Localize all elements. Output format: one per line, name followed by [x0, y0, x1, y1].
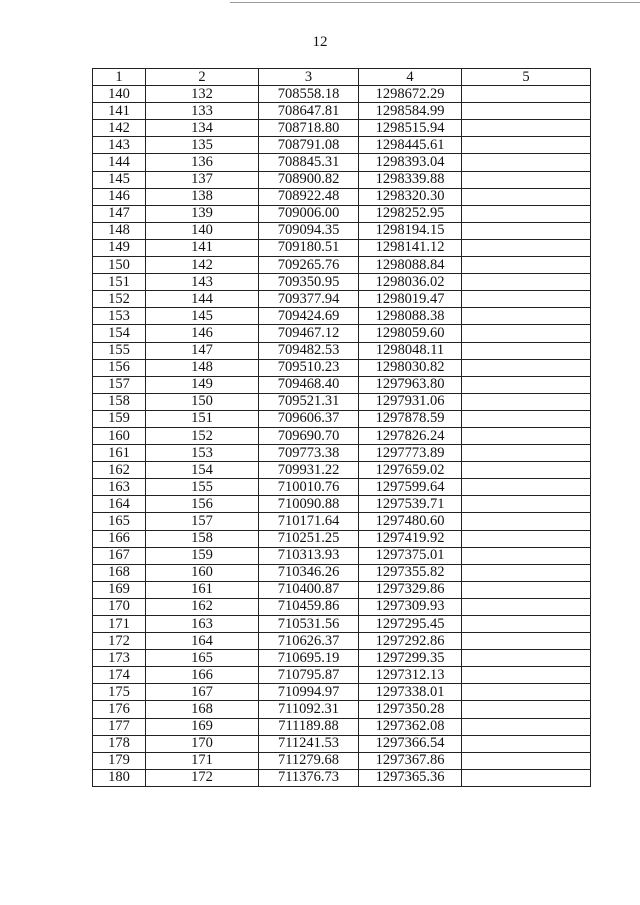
table-row: [93, 325, 591, 342]
table-cell: 167: [93, 547, 146, 564]
table-cell: 1297309.93: [359, 598, 462, 615]
table-cell: [462, 274, 591, 291]
table-cell: 156: [93, 359, 146, 376]
table-cell: 709690.70: [259, 427, 359, 444]
table-cell: 710313.93: [259, 547, 359, 564]
table-cell: 1298019.47: [359, 291, 462, 308]
column-header: 5: [462, 69, 591, 86]
table-cell: 709180.51: [259, 239, 359, 256]
table-cell: [462, 752, 591, 769]
table-cell: 136: [146, 154, 259, 171]
table-cell: 1297329.86: [359, 581, 462, 598]
table-cell: 173: [93, 650, 146, 667]
table-header: [93, 69, 591, 86]
table-cell: 709931.22: [259, 462, 359, 479]
table-cell: [462, 718, 591, 735]
table-cell: 140: [146, 222, 259, 239]
table-cell: 149: [146, 376, 259, 393]
table-row: [93, 684, 591, 701]
table-cell: [462, 462, 591, 479]
table-cell: [462, 222, 591, 239]
table-row: [93, 735, 591, 752]
table-cell: 1297419.92: [359, 530, 462, 547]
table-cell: 710459.86: [259, 598, 359, 615]
table-row: [93, 376, 591, 393]
table-cell: [462, 735, 591, 752]
table-cell: 141: [93, 103, 146, 120]
table-cell: 160: [146, 564, 259, 581]
table-row: [93, 650, 591, 667]
table-cell: 1297362.08: [359, 718, 462, 735]
table-cell: [462, 667, 591, 684]
table-cell: [462, 393, 591, 410]
table-cell: [462, 650, 591, 667]
table-cell: 169: [146, 718, 259, 735]
table-cell: 165: [146, 650, 259, 667]
table-cell: 164: [93, 496, 146, 513]
table-cell: 160: [93, 427, 146, 444]
table-cell: 161: [146, 581, 259, 598]
table-cell: 1298320.30: [359, 188, 462, 205]
table-cell: [462, 410, 591, 427]
table-cell: 152: [93, 291, 146, 308]
table-cell: 161: [93, 445, 146, 462]
table-row: [93, 445, 591, 462]
table-cell: [462, 171, 591, 188]
table-cell: 168: [93, 564, 146, 581]
table-cell: 134: [146, 120, 259, 137]
table-row: [93, 137, 591, 154]
table-row: [93, 188, 591, 205]
table-cell: [462, 359, 591, 376]
table-cell: 708922.48: [259, 188, 359, 205]
table-cell: [462, 137, 591, 154]
table-cell: 146: [93, 188, 146, 205]
table-cell: 145: [93, 171, 146, 188]
table-cell: 708718.80: [259, 120, 359, 137]
table-cell: 1298584.99: [359, 103, 462, 120]
table-cell: 174: [93, 667, 146, 684]
table-cell: 1297295.45: [359, 616, 462, 633]
table-cell: 137: [146, 171, 259, 188]
table-row: [93, 274, 591, 291]
table-cell: 140: [93, 86, 146, 103]
table-row: [93, 154, 591, 171]
table-cell: 162: [146, 598, 259, 615]
table-cell: 709773.38: [259, 445, 359, 462]
table-row: [93, 701, 591, 718]
table-cell: 1298393.04: [359, 154, 462, 171]
table-cell: 163: [93, 479, 146, 496]
table-cell: 1297292.86: [359, 633, 462, 650]
table-cell: [462, 701, 591, 718]
table-cell: [462, 496, 591, 513]
table-cell: 708845.31: [259, 154, 359, 171]
table-cell: 711279.68: [259, 752, 359, 769]
table-row: [93, 616, 591, 633]
table-cell: 710171.64: [259, 513, 359, 530]
table-cell: [462, 154, 591, 171]
table-cell: 156: [146, 496, 259, 513]
table-cell: [462, 616, 591, 633]
table-cell: [462, 308, 591, 325]
table-cell: 144: [93, 154, 146, 171]
table-row: [93, 530, 591, 547]
table-cell: 710346.26: [259, 564, 359, 581]
page-number: 12: [312, 34, 328, 50]
table-cell: 710531.56: [259, 616, 359, 633]
table-row: [93, 581, 591, 598]
table-cell: 711241.53: [259, 735, 359, 752]
table-row: [93, 239, 591, 256]
column-header: 2: [146, 69, 259, 86]
table-row: [93, 752, 591, 769]
table-cell: 1297539.71: [359, 496, 462, 513]
table-cell: 135: [146, 137, 259, 154]
table-cell: 143: [146, 274, 259, 291]
table-cell: [462, 598, 591, 615]
table-cell: 710090.88: [259, 496, 359, 513]
column-header: 1: [93, 69, 146, 86]
table-cell: 710626.37: [259, 633, 359, 650]
table-cell: 1298036.02: [359, 274, 462, 291]
table-cell: 1298030.82: [359, 359, 462, 376]
table-cell: 1297367.86: [359, 752, 462, 769]
table-row: [93, 257, 591, 274]
table-cell: 710400.87: [259, 581, 359, 598]
table-cell: [462, 291, 591, 308]
table-cell: 158: [93, 393, 146, 410]
table-cell: 153: [146, 445, 259, 462]
table-row: [93, 410, 591, 427]
table-cell: 157: [93, 376, 146, 393]
table-cell: 1298088.38: [359, 308, 462, 325]
column-header: 4: [359, 69, 462, 86]
table-cell: [462, 239, 591, 256]
table-row: [93, 308, 591, 325]
table-cell: 709424.69: [259, 308, 359, 325]
table-cell: 143: [93, 137, 146, 154]
table-cell: [462, 205, 591, 222]
table-cell: 1297366.54: [359, 735, 462, 752]
table-row: [93, 342, 591, 359]
table-cell: 710795.87: [259, 667, 359, 684]
table-cell: 1297299.35: [359, 650, 462, 667]
table-cell: [462, 530, 591, 547]
table-cell: 708791.08: [259, 137, 359, 154]
table-cell: 141: [146, 239, 259, 256]
table-row: [93, 103, 591, 120]
table-row: [93, 633, 591, 650]
table-cell: 177: [93, 718, 146, 735]
table-cell: 709521.31: [259, 393, 359, 410]
table-cell: 169: [93, 581, 146, 598]
table-cell: 1297659.02: [359, 462, 462, 479]
table-cell: [462, 633, 591, 650]
table-row: [93, 496, 591, 513]
table-cell: [462, 547, 591, 564]
table-cell: 155: [146, 479, 259, 496]
table-cell: 709468.40: [259, 376, 359, 393]
table-cell: 166: [146, 667, 259, 684]
table-cell: 142: [93, 120, 146, 137]
table-cell: 179: [93, 752, 146, 769]
table-cell: 1297931.06: [359, 393, 462, 410]
table-cell: 175: [93, 684, 146, 701]
table-cell: [462, 120, 591, 137]
table-cell: 709510.23: [259, 359, 359, 376]
table-cell: 157: [146, 513, 259, 530]
table-cell: 166: [93, 530, 146, 547]
column-header: 3: [259, 69, 359, 86]
table-cell: 159: [146, 547, 259, 564]
table-cell: 150: [93, 257, 146, 274]
table-cell: 133: [146, 103, 259, 120]
table-cell: 151: [146, 410, 259, 427]
table-cell: 1297350.28: [359, 701, 462, 718]
table-cell: 1298515.94: [359, 120, 462, 137]
table-cell: 711189.88: [259, 718, 359, 735]
table-cell: 168: [146, 701, 259, 718]
table-cell: [462, 427, 591, 444]
table-cell: 162: [93, 462, 146, 479]
table-row: [93, 513, 591, 530]
table-cell: 1297599.64: [359, 479, 462, 496]
table-cell: [462, 103, 591, 120]
table-cell: 709606.37: [259, 410, 359, 427]
table-cell: 710695.19: [259, 650, 359, 667]
table-cell: 1297338.01: [359, 684, 462, 701]
table-cell: 149: [93, 239, 146, 256]
table-row: [93, 769, 591, 786]
table-cell: 1297355.82: [359, 564, 462, 581]
table-row: [93, 462, 591, 479]
table-cell: [462, 479, 591, 496]
table-cell: 150: [146, 393, 259, 410]
table-cell: 1298445.61: [359, 137, 462, 154]
table-cell: 708558.18: [259, 86, 359, 103]
table-row: [93, 718, 591, 735]
table-cell: 709377.94: [259, 291, 359, 308]
table-cell: [462, 376, 591, 393]
table-cell: [462, 564, 591, 581]
table-row: [93, 222, 591, 239]
table-row: [93, 564, 591, 581]
table-cell: [462, 581, 591, 598]
table-row: [93, 479, 591, 496]
table-cell: 139: [146, 205, 259, 222]
table-cell: 170: [93, 598, 146, 615]
table-cell: 1298672.29: [359, 86, 462, 103]
table-row: [93, 359, 591, 376]
table-cell: 1298048.11: [359, 342, 462, 359]
table-cell: 709467.12: [259, 325, 359, 342]
table-cell: 1297878.59: [359, 410, 462, 427]
table-cell: 148: [93, 222, 146, 239]
table-cell: 1297375.01: [359, 547, 462, 564]
table-cell: 165: [93, 513, 146, 530]
table-cell: 164: [146, 633, 259, 650]
table-cell: 154: [93, 325, 146, 342]
table-cell: 147: [146, 342, 259, 359]
table-cell: 1297480.60: [359, 513, 462, 530]
coordinates-table: [92, 68, 591, 787]
table-cell: 708900.82: [259, 171, 359, 188]
table-cell: [462, 769, 591, 786]
table-cell: 146: [146, 325, 259, 342]
table-cell: 1298194.15: [359, 222, 462, 239]
table-cell: 1298141.12: [359, 239, 462, 256]
table-cell: 138: [146, 188, 259, 205]
table-cell: 151: [93, 274, 146, 291]
table-row: [93, 171, 591, 188]
table-row: [93, 667, 591, 684]
table-cell: 163: [146, 616, 259, 633]
table-cell: [462, 342, 591, 359]
table-cell: 709094.35: [259, 222, 359, 239]
table-cell: 709350.95: [259, 274, 359, 291]
table-cell: [462, 445, 591, 462]
table-cell: [462, 684, 591, 701]
table-cell: 709265.76: [259, 257, 359, 274]
table-cell: 148: [146, 359, 259, 376]
table-cell: 152: [146, 427, 259, 444]
table-cell: 167: [146, 684, 259, 701]
table-row: [93, 547, 591, 564]
table-cell: 710010.76: [259, 479, 359, 496]
table-cell: 144: [146, 291, 259, 308]
table-cell: 142: [146, 257, 259, 274]
table-cell: 711376.73: [259, 769, 359, 786]
table-cell: 172: [146, 769, 259, 786]
table-row: [93, 598, 591, 615]
table-cell: 170: [146, 735, 259, 752]
table-cell: 154: [146, 462, 259, 479]
table-cell: 172: [93, 633, 146, 650]
table-cell: 708647.81: [259, 103, 359, 120]
table-cell: 171: [93, 616, 146, 633]
table-cell: 1297963.80: [359, 376, 462, 393]
table-cell: [462, 513, 591, 530]
table-cell: 176: [93, 701, 146, 718]
table-row: [93, 427, 591, 444]
table-cell: 147: [93, 205, 146, 222]
table-cell: 710994.97: [259, 684, 359, 701]
table-cell: 1298339.88: [359, 171, 462, 188]
table-cell: 159: [93, 410, 146, 427]
table-cell: 153: [93, 308, 146, 325]
table-cell: 178: [93, 735, 146, 752]
table-cell: 145: [146, 308, 259, 325]
header-row: [93, 69, 591, 86]
table-cell: [462, 257, 591, 274]
table-row: [93, 393, 591, 410]
table-row: [93, 86, 591, 103]
table-cell: 132: [146, 86, 259, 103]
table-cell: [462, 188, 591, 205]
table-cell: 171: [146, 752, 259, 769]
table-cell: [462, 325, 591, 342]
table-row: [93, 205, 591, 222]
table-cell: 1298252.95: [359, 205, 462, 222]
table-cell: 711092.31: [259, 701, 359, 718]
table-cell: 1297365.36: [359, 769, 462, 786]
table-cell: 710251.25: [259, 530, 359, 547]
table-row: [93, 291, 591, 308]
top-rule: [230, 2, 640, 3]
table-cell: 180: [93, 769, 146, 786]
table-cell: 1297773.89: [359, 445, 462, 462]
table-cell: 1298088.84: [359, 257, 462, 274]
table-row: [93, 120, 591, 137]
table-cell: 158: [146, 530, 259, 547]
table-cell: [462, 86, 591, 103]
table-cell: 709482.53: [259, 342, 359, 359]
table-cell: 709006.00: [259, 205, 359, 222]
table-cell: 155: [93, 342, 146, 359]
table-cell: 1298059.60: [359, 325, 462, 342]
table-cell: 1297312.13: [359, 667, 462, 684]
table-cell: 1297826.24: [359, 427, 462, 444]
table-body: [93, 86, 591, 787]
